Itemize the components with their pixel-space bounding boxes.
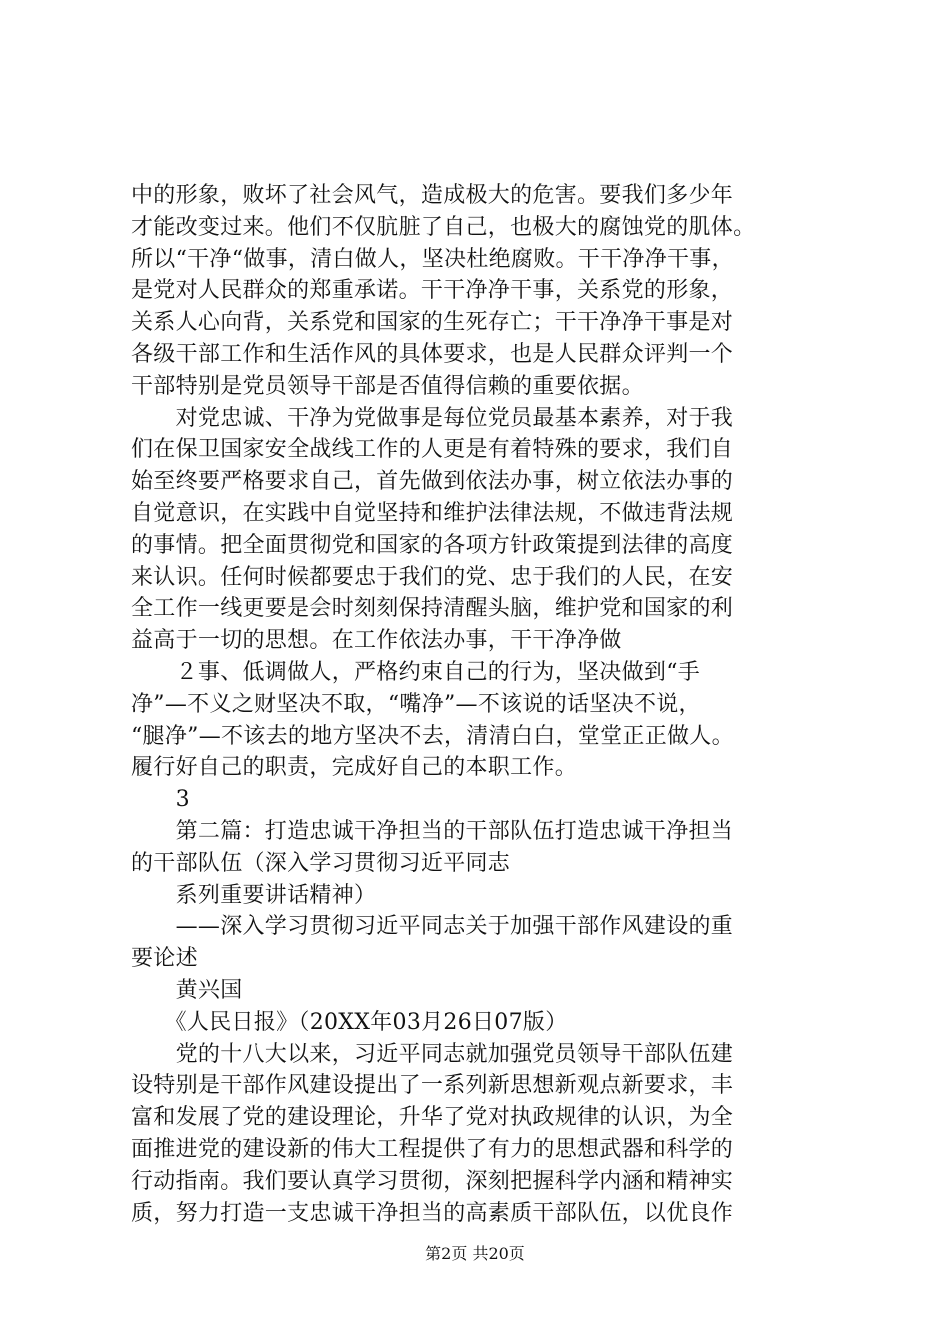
text-line: 始至终要严格要求自己，首先做到依法办事，树立依法办事的 xyxy=(131,469,734,495)
page-footer: 第2页 共20页 xyxy=(425,1244,525,1263)
text-line: 行动指南。我们要认真学习贯彻，深刻把握科学内涵和精神实 xyxy=(131,1168,734,1194)
text-line: 才能改变过来。他们不仅肮脏了自己，也极大的腐蚀党的肌体。 xyxy=(131,214,756,240)
text-line: 设特别是干部作风建设提出了一系列新思想新观点新要求，丰 xyxy=(131,1073,734,1099)
text-line: 《人民日报》（20XX年03月26日07版） xyxy=(131,1009,568,1035)
text-line: 们在保卫国家安全战线工作的人更是有着特殊的要求，我们自 xyxy=(131,437,734,463)
text-line: 系列重要讲话精神） xyxy=(131,882,377,908)
text-line: 所以“干净“做事，清白做人，坚决杜绝腐败。干干净净干事， xyxy=(131,246,734,272)
text-line: 质，努力打造一支忠诚干净担当的高素质干部队伍，以优良作 xyxy=(131,1200,734,1226)
text-line: 益高于一切的思想。在工作依法办事，干干净净做 xyxy=(131,628,622,654)
text-line: 全工作一线更要是会时刻刻保持清醒头脑，维护党和国家的利 xyxy=(131,596,734,622)
document-body xyxy=(131,180,831,1229)
text-line: ２事、低调做人，严格约束自己的行为，坚决做到“手 xyxy=(131,659,701,685)
text-line: 的干部队伍（深入学习贯彻习近平同志 xyxy=(131,850,511,876)
text-line: 各级干部工作和生活作风的具体要求，也是人民群众评判一个 xyxy=(131,341,734,367)
text-line: 要论述 xyxy=(131,946,198,972)
text-line: 面推进党的建设新的伟大工程提供了有力的思想武器和科学的 xyxy=(131,1136,734,1162)
text-line: 来认识。任何时候都要忠于我们的党、忠于我们的人民，在安 xyxy=(131,564,734,590)
text-line: ——深入学习贯彻习近平同志关于加强干部作风建设的重 xyxy=(131,914,734,940)
text-line: 中的形象，败坏了社会风气，造成极大的危害。要我们多少年 xyxy=(131,183,734,208)
text-line: 干部特别是党员领导干部是否值得信赖的重要依据。 xyxy=(131,373,644,399)
text-line: 党的十八大以来，习近平同志就加强党员领导干部队伍建 xyxy=(131,1041,734,1067)
text-line: 富和发展了党的建设理论，升华了党对执政规律的认识，为全 xyxy=(131,1105,734,1131)
text-line: 的事情。把全面贯彻党和国家的各项方针政策提到法律的高度 xyxy=(131,532,734,558)
text-line: 净”—不义之财坚决不取，“嘴净”—不该说的话坚决不说， xyxy=(131,691,701,717)
text-line: “腿净”—不该去的地方坚决不去，清清白白，堂堂正正做人。 xyxy=(131,723,734,749)
text-line: 3 xyxy=(131,787,190,813)
text-line: 对党忠诚、干净为党做事是每位党员最基本素养，对于我 xyxy=(131,405,734,431)
text-line: 是党对人民群众的郑重承诺。干干净净干事，关系党的形象， xyxy=(131,278,734,304)
text-line: 关系人心向背，关系党和国家的生死存亡；干干净净干事是对 xyxy=(131,310,734,336)
text-line: 自觉意识，在实践中自觉坚持和维护法律法规，不做违背法规 xyxy=(131,500,734,526)
text-line: 黄兴国 xyxy=(131,977,243,1003)
text-line: 履行好自己的职责，完成好自己的本职工作。 xyxy=(131,755,578,781)
text-line: 第二篇：打造忠诚干净担当的干部队伍打造忠诚干净担当 xyxy=(131,818,734,844)
